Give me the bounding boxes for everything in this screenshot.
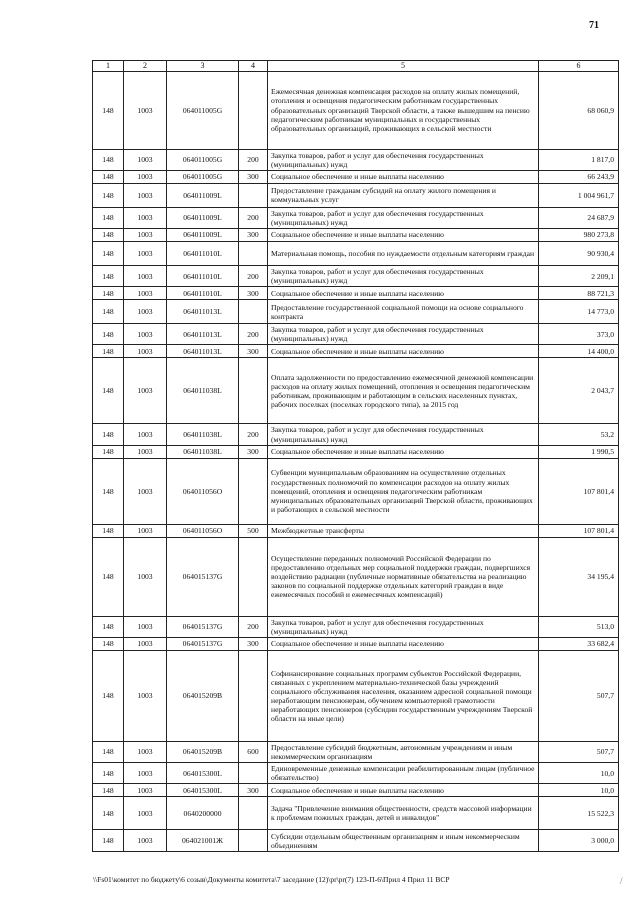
table-row <box>93 71 619 149</box>
target-article-cell: 064015300L <box>167 784 239 797</box>
department-code-cell: 148 <box>93 229 124 242</box>
section-code-cell: 1003 <box>124 300 167 324</box>
column-header: 4 <box>239 61 268 72</box>
table-row <box>93 183 619 207</box>
description-cell: Закупка товаров, работ и услуг для обеспечения государственных (муниципальных) нужд <box>268 149 539 170</box>
table-row <box>93 266 619 287</box>
department-code-cell: 148 <box>93 170 124 183</box>
table-row <box>93 616 619 637</box>
target-article-cell: 064011005G <box>167 170 239 183</box>
amount-cell: 1 817,0 <box>539 149 619 170</box>
section-code-cell: 1003 <box>124 207 167 228</box>
department-code-cell: 148 <box>93 637 124 650</box>
description-cell: Материальная помощь, пособия по нуждаемости отдельным категориям граждан <box>268 242 539 266</box>
description-cell: Закупка товаров, работ и услуг для обеспечения государственных (муниципальных) нужд <box>268 207 539 228</box>
expense-type-cell: 200 <box>239 616 268 637</box>
column-header: 6 <box>539 61 619 72</box>
column-header: 5 <box>268 61 539 72</box>
department-code-cell: 148 <box>93 424 124 445</box>
description-cell: Закупка товаров, работ и услуг для обеспечения государственных (муниципальных) нужд <box>268 616 539 637</box>
department-code-cell: 148 <box>93 524 124 537</box>
amount-cell: 507,7 <box>539 650 619 741</box>
department-code-cell: 148 <box>93 650 124 741</box>
department-code-cell: 148 <box>93 71 124 149</box>
table-row <box>93 287 619 300</box>
table-row <box>93 424 619 445</box>
description-cell: Предоставление гражданам субсидий на оплату жилого помещения и коммунальных услуг <box>268 183 539 207</box>
table-row <box>93 741 619 762</box>
amount-cell: 373,0 <box>539 324 619 345</box>
department-code-cell: 148 <box>93 797 124 830</box>
target-article-cell: 0640200000 <box>167 797 239 830</box>
amount-cell: 24 687,9 <box>539 207 619 228</box>
corner-mark: / <box>620 876 623 886</box>
target-article-cell: 064011010L <box>167 287 239 300</box>
expense-type-cell <box>239 830 268 852</box>
amount-cell: 107 801,4 <box>539 458 619 524</box>
department-code-cell: 148 <box>93 445 124 458</box>
description-cell: Социальное обеспечение и иные выплаты населению <box>268 287 539 300</box>
section-code-cell: 1003 <box>124 763 167 784</box>
section-code-cell: 1003 <box>124 358 167 424</box>
expense-type-cell <box>239 358 268 424</box>
target-article-cell: 064015137G <box>167 537 239 616</box>
amount-cell: 10,0 <box>539 784 619 797</box>
expense-type-cell <box>239 458 268 524</box>
table-row <box>93 524 619 537</box>
department-code-cell: 148 <box>93 242 124 266</box>
expense-type-cell: 500 <box>239 524 268 537</box>
table-row <box>93 784 619 797</box>
description-cell: Ежемесячная денежная компенсация расходов на оплату жилых помещений, отопления и освещения педагогическим работникам государственных образовательных организаций Тверской области, а также вышедшим на пенсию педагогическим работникам муниципальных и государственных образовательных организаций, проживающих в сельской местности <box>268 71 539 149</box>
expense-type-cell: 300 <box>239 345 268 358</box>
table-row <box>93 763 619 784</box>
amount-cell: 507,7 <box>539 741 619 762</box>
amount-cell: 33 682,4 <box>539 637 619 650</box>
file-path-footer: \\Fs01\комитет по бюджету\6 созыв\Документы комитета\7 заседание (12)\pr\pr(7) 123-П-6\Прил 4 Прил 11 ВСР <box>93 875 450 884</box>
table-row <box>93 537 619 616</box>
amount-cell: 88 721,3 <box>539 287 619 300</box>
amount-cell: 90 930,4 <box>539 242 619 266</box>
expense-type-cell: 300 <box>239 229 268 242</box>
description-cell: Оплата задолженности по предоставлению ежемесячной денежной компенсации расходов на оплату жилых помещений, отопления и освещения педагогическим работникам, проживающим и работающим в сельских населенных пунктах, рабочих поселках (поселках городского типа), за 2015 год <box>268 358 539 424</box>
description-cell: Предоставление субсидий бюджетным, автономным учреждениям и иным некоммерческим организациям <box>268 741 539 762</box>
section-code-cell: 1003 <box>124 229 167 242</box>
description-cell: Социальное обеспечение и иные выплаты населению <box>268 784 539 797</box>
target-article-cell: 064015300L <box>167 763 239 784</box>
amount-cell: 34 195,4 <box>539 537 619 616</box>
department-code-cell: 148 <box>93 287 124 300</box>
expense-type-cell <box>239 537 268 616</box>
section-code-cell: 1003 <box>124 637 167 650</box>
target-article-cell: 064011005G <box>167 71 239 149</box>
description-cell: Осуществление переданных полномочий Российской Федерации по предоставлению отдельных мер социальной поддержки граждан, подвергшихся воздействию радиации (публичные нормативные обязательства на реализацию законов по социальной поддержке отдельных категорий граждан в виде ежемесячных пособий и ежемесячных компенсаций) <box>268 537 539 616</box>
expense-type-cell <box>239 242 268 266</box>
target-article-cell: 064011005G <box>167 149 239 170</box>
section-code-cell: 1003 <box>124 458 167 524</box>
amount-cell: 15 522,3 <box>539 797 619 830</box>
description-cell: Единовременные денежные компенсации реабилитированным лицам (публичное обязательство) <box>268 763 539 784</box>
department-code-cell: 148 <box>93 266 124 287</box>
target-article-cell: 064011013L <box>167 300 239 324</box>
section-code-cell: 1003 <box>124 537 167 616</box>
department-code-cell: 148 <box>93 149 124 170</box>
department-code-cell: 148 <box>93 324 124 345</box>
target-article-cell: 064011056O <box>167 458 239 524</box>
table-row <box>93 797 619 830</box>
section-code-cell: 1003 <box>124 741 167 762</box>
table-row <box>93 650 619 741</box>
department-code-cell: 148 <box>93 763 124 784</box>
target-article-cell: 064011013L <box>167 345 239 358</box>
department-code-cell: 148 <box>93 741 124 762</box>
table-row <box>93 149 619 170</box>
description-cell: Субсидии отдельным общественным организациям и иным некоммерческим объединениям <box>268 830 539 852</box>
target-article-cell: 064021001Ж <box>167 830 239 852</box>
target-article-cell: 064011038L <box>167 445 239 458</box>
target-article-cell: 064011038L <box>167 424 239 445</box>
department-code-cell: 148 <box>93 830 124 852</box>
budget-table <box>92 60 619 852</box>
description-cell: Социальное обеспечение и иные выплаты населению <box>268 170 539 183</box>
amount-cell: 2 209,1 <box>539 266 619 287</box>
table-row <box>93 358 619 424</box>
table-row <box>93 458 619 524</box>
expense-type-cell <box>239 650 268 741</box>
expense-type-cell: 600 <box>239 741 268 762</box>
section-code-cell: 1003 <box>124 616 167 637</box>
department-code-cell: 148 <box>93 300 124 324</box>
section-code-cell: 1003 <box>124 345 167 358</box>
expense-type-cell <box>239 763 268 784</box>
section-code-cell: 1003 <box>124 784 167 797</box>
expense-type-cell: 300 <box>239 170 268 183</box>
section-code-cell: 1003 <box>124 170 167 183</box>
section-code-cell: 1003 <box>124 71 167 149</box>
target-article-cell: 064015137G <box>167 637 239 650</box>
amount-cell: 107 801,4 <box>539 524 619 537</box>
department-code-cell: 148 <box>93 358 124 424</box>
description-cell: Задача "Привлечение внимания общественности, средств массовой информации к проблемам пожилых граждан, детей и инвалидов" <box>268 797 539 830</box>
section-code-cell: 1003 <box>124 524 167 537</box>
section-code-cell: 1003 <box>124 650 167 741</box>
target-article-cell: 064015137G <box>167 616 239 637</box>
table-row <box>93 229 619 242</box>
table-row <box>93 637 619 650</box>
expense-type-cell: 200 <box>239 266 268 287</box>
amount-cell: 1 004 961,7 <box>539 183 619 207</box>
amount-cell: 2 043,7 <box>539 358 619 424</box>
table-row <box>93 242 619 266</box>
description-cell: Закупка товаров, работ и услуг для обеспечения государственных (муниципальных) нужд <box>268 266 539 287</box>
expense-type-cell <box>239 71 268 149</box>
target-article-cell: 064011010L <box>167 242 239 266</box>
table-row <box>93 324 619 345</box>
expense-type-cell: 200 <box>239 149 268 170</box>
table-row <box>93 445 619 458</box>
column-header: 1 <box>93 61 124 72</box>
section-code-cell: 1003 <box>124 797 167 830</box>
expense-type-cell: 300 <box>239 784 268 797</box>
section-code-cell: 1003 <box>124 287 167 300</box>
amount-cell: 1 990,5 <box>539 445 619 458</box>
section-code-cell: 1003 <box>124 830 167 852</box>
expense-type-cell: 200 <box>239 424 268 445</box>
target-article-cell: 064015209B <box>167 650 239 741</box>
description-cell: Межбюджетные трансферты <box>268 524 539 537</box>
description-cell: Социальное обеспечение и иные выплаты населению <box>268 445 539 458</box>
description-cell: Социальное обеспечение и иные выплаты населению <box>268 345 539 358</box>
department-code-cell: 148 <box>93 537 124 616</box>
section-code-cell: 1003 <box>124 445 167 458</box>
description-cell: Софинансирование социальных программ субъектов Российской Федерации, связанных с укреплением материально-технической базы учреждений социального обслуживания населения, оказанием адресной социальной помощи неработающим пенсионерам, обучением компьютерной грамотности неработающих пенсионеров (субсидии государственным учреждениям Тверской области на иные цели) <box>268 650 539 741</box>
description-cell: Предоставление государственной социальной помощи на основе социального контракта <box>268 300 539 324</box>
department-code-cell: 148 <box>93 458 124 524</box>
target-article-cell: 064011010L <box>167 266 239 287</box>
expense-type-cell <box>239 797 268 830</box>
description-cell: Закупка товаров, работ и услуг для обеспечения государственных (муниципальных) нужд <box>268 424 539 445</box>
amount-cell: 68 060,9 <box>539 71 619 149</box>
description-cell: Закупка товаров, работ и услуг для обеспечения государственных (муниципальных) нужд <box>268 324 539 345</box>
target-article-cell: 064011009L <box>167 183 239 207</box>
department-code-cell: 148 <box>93 616 124 637</box>
target-article-cell: 064011013L <box>167 324 239 345</box>
expense-type-cell: 200 <box>239 207 268 228</box>
expense-type-cell <box>239 183 268 207</box>
expense-type-cell: 200 <box>239 324 268 345</box>
department-code-cell: 148 <box>93 207 124 228</box>
expense-type-cell <box>239 300 268 324</box>
expense-type-cell: 300 <box>239 287 268 300</box>
amount-cell: 3 000,0 <box>539 830 619 852</box>
section-code-cell: 1003 <box>124 266 167 287</box>
department-code-cell: 148 <box>93 784 124 797</box>
amount-cell: 53,2 <box>539 424 619 445</box>
section-code-cell: 1003 <box>124 242 167 266</box>
target-article-cell: 064015209B <box>167 741 239 762</box>
amount-cell: 980 273,8 <box>539 229 619 242</box>
amount-cell: 513,0 <box>539 616 619 637</box>
amount-cell: 66 243,9 <box>539 170 619 183</box>
page-number: 71 <box>589 20 599 31</box>
section-code-cell: 1003 <box>124 324 167 345</box>
section-code-cell: 1003 <box>124 424 167 445</box>
table-row <box>93 830 619 852</box>
target-article-cell: 064011038L <box>167 358 239 424</box>
target-article-cell: 064011009L <box>167 229 239 242</box>
table-row <box>93 170 619 183</box>
description-cell: Социальное обеспечение и иные выплаты населению <box>268 637 539 650</box>
table-row <box>93 207 619 228</box>
amount-cell: 14 400,0 <box>539 345 619 358</box>
column-header: 2 <box>124 61 167 72</box>
expense-type-cell: 300 <box>239 445 268 458</box>
expense-type-cell: 300 <box>239 637 268 650</box>
department-code-cell: 148 <box>93 183 124 207</box>
amount-cell: 14 773,0 <box>539 300 619 324</box>
department-code-cell: 148 <box>93 345 124 358</box>
table-row <box>93 345 619 358</box>
table-row <box>93 300 619 324</box>
amount-cell: 10,0 <box>539 763 619 784</box>
section-code-cell: 1003 <box>124 183 167 207</box>
description-cell: Социальное обеспечение и иные выплаты населению <box>268 229 539 242</box>
target-article-cell: 064011056O <box>167 524 239 537</box>
description-cell: Субвенции муниципальным образованиям на осуществление отдельных государственных полномочий по компенсации расходов на оплату жилых помещений, отопления и освещения педагогическим работникам муниципальных образовательных организаций Тверской области, проживающих и работающих в сельской местности <box>268 458 539 524</box>
target-article-cell: 064011009L <box>167 207 239 228</box>
table-header-row <box>93 61 619 72</box>
column-header: 3 <box>167 61 239 72</box>
section-code-cell: 1003 <box>124 149 167 170</box>
